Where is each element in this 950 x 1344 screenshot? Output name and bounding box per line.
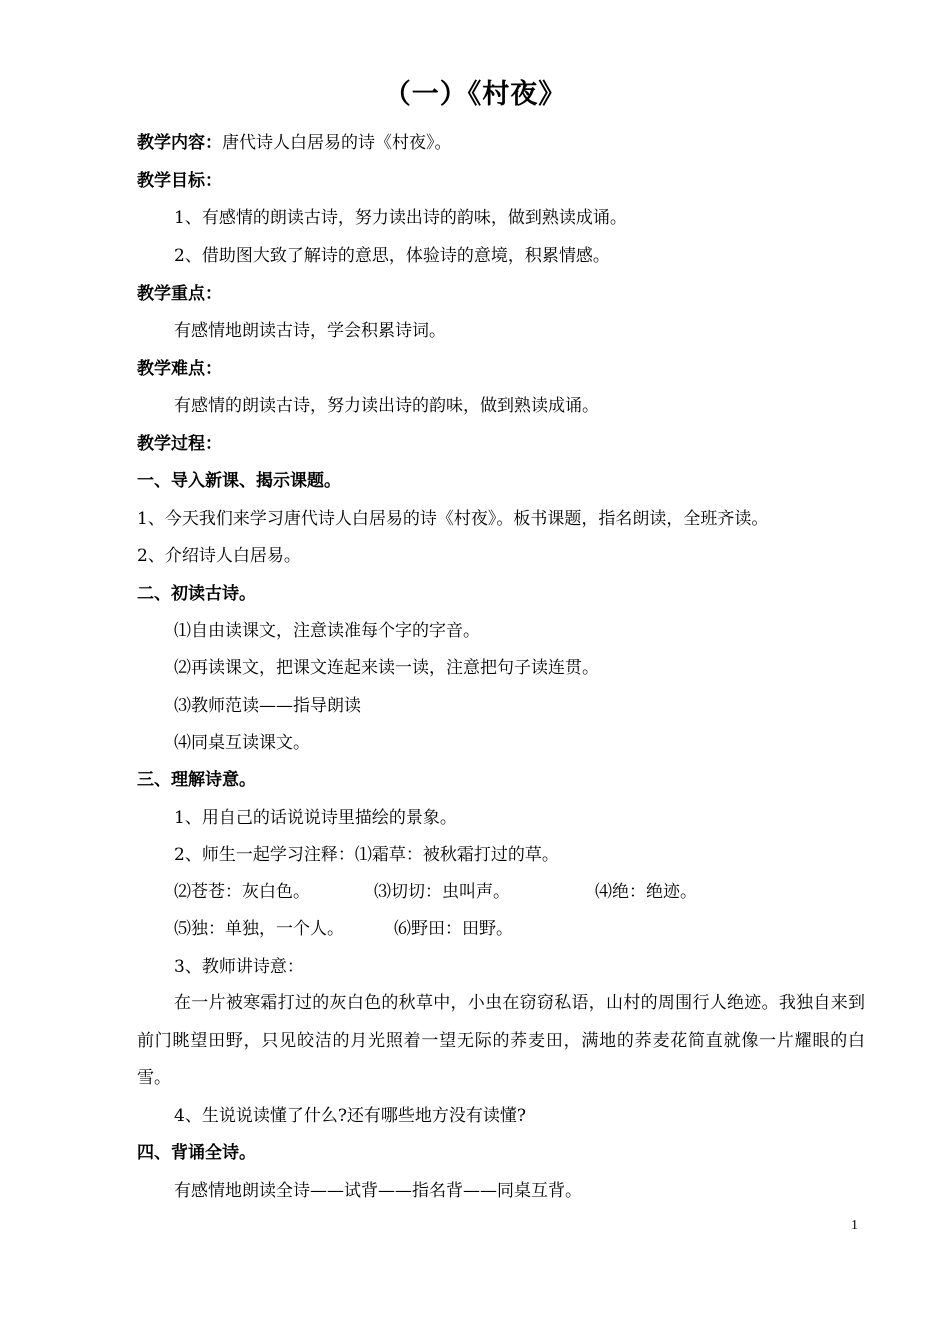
section3-item-2: 2、师生一起学习注释：⑴霜草：被秋霜打过的草。 xyxy=(174,845,559,865)
section2-item-1: ⑴自由读课文，注意读准每个字的字音。 xyxy=(174,621,480,641)
content-line xyxy=(137,131,452,155)
note-6: ⑹野田：田野。 xyxy=(394,919,513,939)
note-3: ⑶切切：虫叫声。 xyxy=(374,882,510,902)
section2-item-2: ⑵再读课文，把课文连起来读一读，注意把句子读连贯。 xyxy=(174,658,599,678)
section2-heading: 二、初读古诗。 xyxy=(137,584,256,604)
section1-item-2: 2、介绍诗人白居易。 xyxy=(137,546,301,566)
goal-item-1: 1、有感情的朗读古诗，努力读出诗的韵味，做到熟读成诵。 xyxy=(174,208,627,228)
section4-text: 有感情地朗读全诗——试背——指名背——同桌互背。 xyxy=(174,1181,582,1201)
section3-item-1: 1、用自己的话说说诗里描绘的景象。 xyxy=(174,808,457,828)
key-label: 教学重点： xyxy=(137,284,222,304)
section3-item-4: 4、生说说读懂了什么?还有哪些地方没有读懂? xyxy=(174,1106,527,1126)
difficulty-text: 有感情的朗读古诗，努力读出诗的韵味，做到熟读成诵。 xyxy=(174,396,599,416)
content-text: 唐代诗人白居易的诗《村夜》。 xyxy=(222,133,452,153)
notes-row-2 xyxy=(174,917,513,941)
content-label: 教学内容： xyxy=(137,133,222,153)
process-label: 教学过程： xyxy=(137,434,222,454)
note-2: ⑵苍苍：灰白色。 xyxy=(174,882,310,902)
section1-heading: 一、导入新课、揭示课题。 xyxy=(137,471,341,491)
difficulty-label: 教学难点： xyxy=(137,359,222,379)
section3-heading: 三、理解诗意。 xyxy=(137,770,256,790)
section3-item-3: 3、教师讲诗意： xyxy=(174,957,304,977)
notes-row-1 xyxy=(174,880,697,904)
note-5: ⑸独：单独，一个人。 xyxy=(174,919,344,939)
section2-item-3: ⑶教师范读——指导朗读 xyxy=(174,696,361,716)
section4-heading: 四、背诵全诗。 xyxy=(137,1143,256,1163)
key-text: 有感情地朗读古诗，学会积累诗词。 xyxy=(174,321,446,341)
page-number: 1 xyxy=(851,1218,858,1233)
section1-item-1: 1、今天我们来学习唐代诗人白居易的诗《村夜》。板书课题，指名朗读，全班齐读。 xyxy=(137,509,769,529)
poem-meaning-paragraph: 在一片被寒霜打过的灰白色的秋草中，小虫在窃窃私语，山村的周围行人绝迹。我独自来到前门眺望田野，只见皎洁的月光照着一望无际的荞麦田，满地的荞麦花简直就像一片耀眼的白雪。 xyxy=(137,993,865,1088)
goal-item-2: 2、借助图大致了解诗的意思，体验诗的意境，积累情感。 xyxy=(174,246,610,266)
section2-item-4: ⑷同桌互读课文。 xyxy=(174,733,310,753)
goals-label: 教学目标： xyxy=(137,171,222,191)
note-4: ⑷绝：绝迹。 xyxy=(595,882,697,902)
page-title: （一）《村夜》 xyxy=(383,79,567,110)
